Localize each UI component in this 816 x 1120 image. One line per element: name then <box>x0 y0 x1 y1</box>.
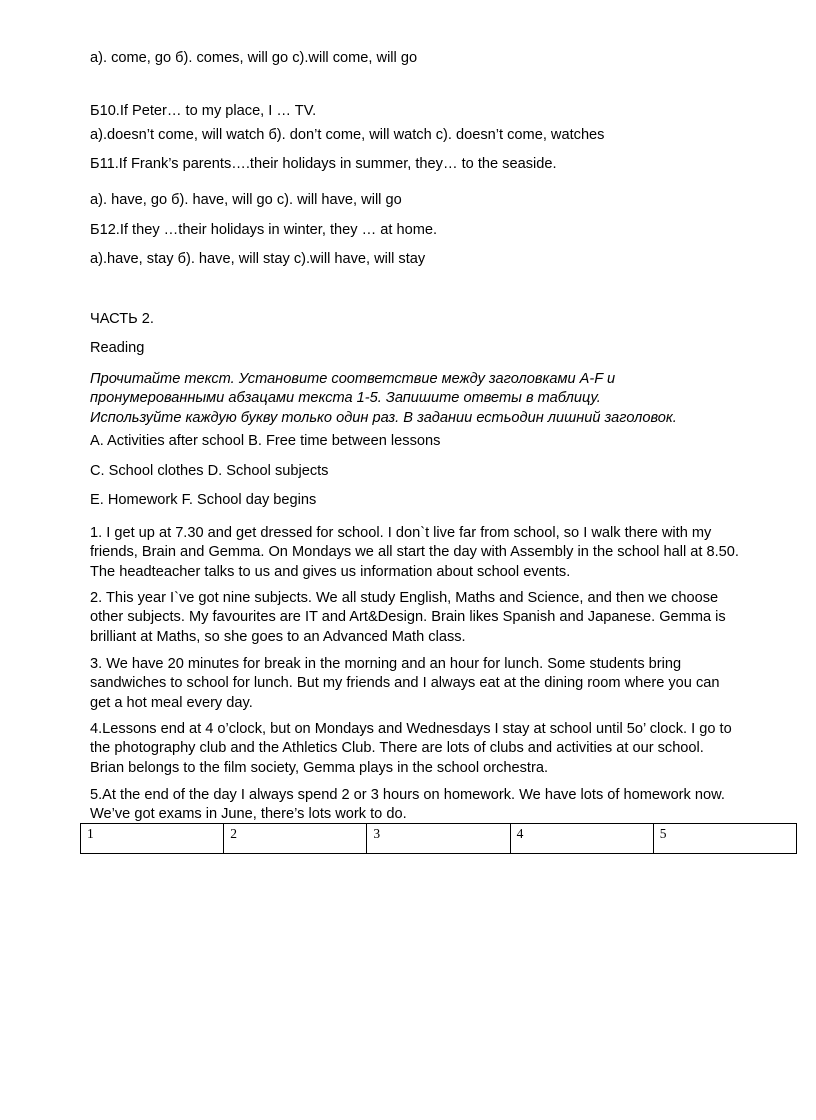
paragraph-line: 2. This year I`ve got nine subjects. We all study English, Maths and Science, and then we choose <box>90 590 719 606</box>
paragraph-line: get a hot meal every day. <box>90 694 253 711</box>
paragraph-line: brilliant at Maths, so she goes to an Advanced Math class. <box>90 628 466 645</box>
paragraph-line: 3. We have 20 minutes for break in the morning and an hour for lunch. Some students bring <box>90 656 682 672</box>
task-b11-options: а). have, go б). have, will go с). will have, will go <box>90 192 402 208</box>
part2-title: ЧАСТЬ 2. <box>90 311 154 327</box>
answer-cell-5[interactable]: 5 <box>653 824 796 854</box>
task-b9-options: а). come, go б). comes, will go с).will come, will go <box>90 50 418 66</box>
reading-instruction <box>90 370 790 428</box>
instruction-line: Используйте каждую букву только один раз. В задании естьодин лишний заголовок. <box>90 409 677 426</box>
paragraph-line: friends, Brain and Gemma. On Mondays we all start the day with Assembly in the school hall at 8.50. <box>90 544 739 561</box>
task-b11-question: Б11.If Frank’s parents….their holidays in summer, they… to the seaside. <box>90 156 557 172</box>
instruction-line: Прочитайте текст. Установите соответствие между заголовками A-F и <box>90 371 616 387</box>
paragraph-line: The headteacher talks to us and gives us information about school events. <box>90 563 571 580</box>
paragraph-line: We’ve got exams in June, there’s lots work to do. <box>90 806 407 823</box>
task-b12-options: а).have, stay б). have, will stay с).will have, will stay <box>90 251 426 267</box>
text-paragraph-3 <box>90 655 790 713</box>
text-paragraph-5 <box>90 786 790 825</box>
heading-options-line: C. School clothes D. School subjects <box>90 463 329 479</box>
paragraph-line: the photography club and the Athletics Club. There are lots of clubs and activities at our school. <box>90 740 704 757</box>
answer-cell-4[interactable]: 4 <box>510 824 653 854</box>
answer-table <box>80 823 797 854</box>
answer-cell-3[interactable]: 3 <box>367 824 510 854</box>
text-paragraph-2 <box>90 589 790 647</box>
paragraph-line: Brian belongs to the film society, Gemma plays in the school orchestra. <box>90 759 549 776</box>
paragraph-line: other subjects. My favourites are IT and Art&Design. Brain likes Spanish and Japanese. Gemma is <box>90 609 726 626</box>
paragraph-line: sandwiches to school for lunch. But my friends and I always eat at the dining room where you can <box>90 675 720 692</box>
paragraph-line: 4.Lessons end at 4 o’clock, but on Mondays and Wednesdays I stay at school until 5o’ clock. I go to <box>90 721 732 737</box>
task-b10-options: а).doesn’t come, will watch б). don’t come, will watch с). doesn’t come, watches <box>90 127 605 143</box>
heading-options-line: E. Homework F. School day begins <box>90 492 317 508</box>
text-paragraph-4 <box>90 720 790 778</box>
paragraph-line: 5.At the end of the day I always spend 2 or 3 hours on homework. We have lots of homework now. <box>90 787 725 803</box>
answer-cell-2[interactable]: 2 <box>224 824 367 854</box>
answer-table-row <box>81 824 797 854</box>
instruction-line: пронумерованными абзацами текста 1-5. Запишите ответы в таблицу. <box>90 390 601 407</box>
task-b10-question: Б10.If Peter… to my place, I … TV. <box>90 103 317 119</box>
heading-options-line: A. Activities after school B. Free time between lessons <box>90 433 441 449</box>
text-paragraph-1 <box>90 524 790 582</box>
task-b12-question: Б12.If they …their holidays in winter, they … at home. <box>90 222 438 238</box>
paragraph-line: 1. I get up at 7.30 and get dressed for school. I don`t live far from school, so I walk there with my <box>90 525 712 541</box>
part2-subtitle: Reading <box>90 340 145 356</box>
answer-cell-1[interactable]: 1 <box>81 824 224 854</box>
